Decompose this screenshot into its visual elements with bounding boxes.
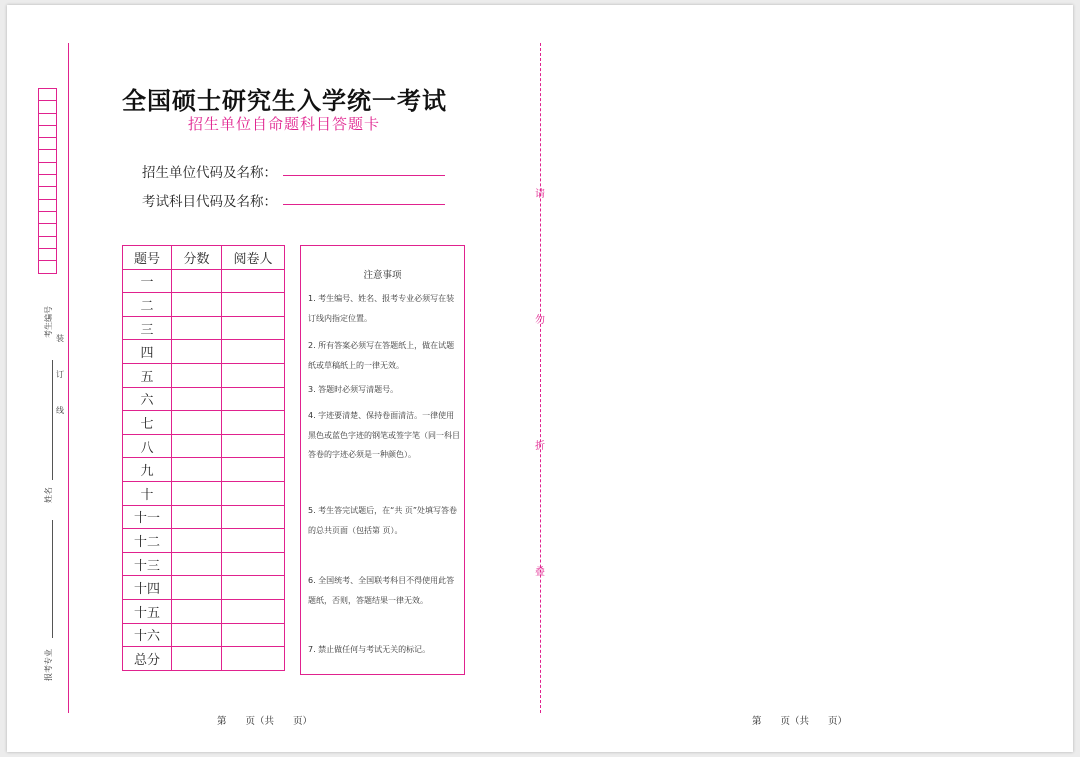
question-number-cell: 八 xyxy=(123,434,172,458)
score-cell[interactable] xyxy=(172,623,222,647)
fold-text-1: 请 xyxy=(535,189,545,200)
grader-cell[interactable] xyxy=(222,340,285,364)
score-cell[interactable] xyxy=(172,316,222,340)
score-cell[interactable] xyxy=(172,552,222,576)
candidate-number-boxes[interactable] xyxy=(38,88,57,274)
question-number-cell: 十二 xyxy=(123,529,172,553)
question-number-cell: 十四 xyxy=(123,576,172,600)
table-row xyxy=(123,387,285,411)
table-row xyxy=(123,529,285,553)
table-row xyxy=(123,269,285,293)
question-number-cell: 七 xyxy=(123,411,172,435)
score-cell[interactable] xyxy=(172,529,222,553)
table-row xyxy=(123,576,285,600)
grader-cell[interactable] xyxy=(222,599,285,623)
notice-item-2: 2. 所有答案必须写在答题纸上，做在试题纸或草稿纸上的一律无效。 xyxy=(308,341,455,370)
table-row xyxy=(123,505,285,529)
bind-char-3: 线 xyxy=(56,406,64,415)
score-cell[interactable] xyxy=(172,411,222,435)
subject-code-label: 考试科目代码及名称： xyxy=(142,194,277,210)
table-row xyxy=(123,623,285,647)
table-row xyxy=(123,340,285,364)
score-cell[interactable] xyxy=(172,269,222,293)
page-footer-right: 第 页（共 页） xyxy=(752,716,848,727)
fold-text-3: 折 xyxy=(535,441,545,452)
question-number-cell: 十五 xyxy=(123,599,172,623)
score-cell[interactable] xyxy=(172,458,222,482)
grader-cell[interactable] xyxy=(222,647,285,671)
col-header-score: 分数 xyxy=(172,246,222,270)
question-number-cell: 九 xyxy=(123,458,172,482)
grader-cell[interactable] xyxy=(222,269,285,293)
grader-cell[interactable] xyxy=(222,411,285,435)
table-row xyxy=(123,458,285,482)
subject-code-field[interactable] xyxy=(283,204,445,205)
question-number-cell: 三 xyxy=(123,316,172,340)
sheet-subtitle: 招生单位自命题科目答题卡 xyxy=(188,115,381,133)
fold-line xyxy=(540,43,541,713)
grader-cell[interactable] xyxy=(222,316,285,340)
question-number-cell: 五 xyxy=(123,363,172,387)
score-cell[interactable] xyxy=(172,387,222,411)
score-table xyxy=(122,245,285,671)
notice-item-6: 6. 全国统考、全国联考科目不得使用此答题纸，否则，答题结果一律无效。 xyxy=(308,576,455,605)
grader-cell[interactable] xyxy=(222,481,285,505)
table-row xyxy=(123,599,285,623)
grader-cell[interactable] xyxy=(222,505,285,529)
table-header-row xyxy=(123,246,285,270)
score-cell[interactable] xyxy=(172,576,222,600)
grader-cell[interactable] xyxy=(222,458,285,482)
fold-text-4: 叠 xyxy=(535,567,545,578)
score-cell[interactable] xyxy=(172,481,222,505)
table-row xyxy=(123,411,285,435)
name-label: 姓名 xyxy=(44,487,53,503)
question-number-cell: 二 xyxy=(123,293,172,317)
table-row xyxy=(123,647,285,671)
table-row xyxy=(123,363,285,387)
unit-code-field[interactable] xyxy=(283,175,445,176)
question-number-cell: 六 xyxy=(123,387,172,411)
answer-sheet xyxy=(7,5,1073,752)
col-header-grader: 阅卷人 xyxy=(222,246,285,270)
score-cell[interactable] xyxy=(172,647,222,671)
binding-line xyxy=(68,43,69,713)
score-cell[interactable] xyxy=(172,363,222,387)
score-cell[interactable] xyxy=(172,505,222,529)
table-row xyxy=(123,481,285,505)
bind-char-2: 订 xyxy=(56,370,64,379)
question-number-cell: 十 xyxy=(123,481,172,505)
table-row xyxy=(123,293,285,317)
grader-cell[interactable] xyxy=(222,576,285,600)
notice-title: 注意事项 xyxy=(363,270,402,281)
col-header-question: 题号 xyxy=(123,246,172,270)
grader-cell[interactable] xyxy=(222,363,285,387)
question-number-cell: 十六 xyxy=(123,623,172,647)
question-number-cell: 十三 xyxy=(123,552,172,576)
table-row xyxy=(123,316,285,340)
candidate-number-label: 考生编号 xyxy=(44,306,53,338)
bind-char-1: 装 xyxy=(56,334,64,343)
table-row xyxy=(123,552,285,576)
major-label: 报考专业 xyxy=(44,649,53,681)
major-write-line xyxy=(52,520,53,638)
score-cell[interactable] xyxy=(172,293,222,317)
name-write-line xyxy=(52,360,53,480)
exam-title: 全国硕士研究生入学统一考试 xyxy=(122,86,447,115)
grader-cell[interactable] xyxy=(222,434,285,458)
notice-item-4: 4. 字迹要清楚、保持卷面清洁。一律使用黑色或蓝色字迹的钢笔或签字笔（同一科目答卷的字迹必须是一种颜色）。 xyxy=(308,411,460,459)
notice-item-7: 7. 禁止做任何与考试无关的标记。 xyxy=(308,645,431,654)
question-number-cell: 一 xyxy=(123,269,172,293)
fold-text-2: 勿 xyxy=(535,315,545,326)
unit-code-label: 招生单位代码及名称： xyxy=(142,165,277,181)
grader-cell[interactable] xyxy=(222,552,285,576)
table-row xyxy=(123,434,285,458)
notice-item-3: 3. 答题时必须写清题号。 xyxy=(308,385,399,394)
notice-box xyxy=(300,245,465,675)
grader-cell[interactable] xyxy=(222,387,285,411)
score-cell[interactable] xyxy=(172,434,222,458)
question-number-cell: 十一 xyxy=(123,505,172,529)
page-footer-left: 第 页（共 页） xyxy=(217,716,313,727)
score-cell[interactable] xyxy=(172,599,222,623)
grader-cell[interactable] xyxy=(222,529,285,553)
question-number-cell: 总分 xyxy=(123,647,172,671)
grader-cell[interactable] xyxy=(222,293,285,317)
score-cell[interactable] xyxy=(172,340,222,364)
notice-item-5: 5. 考生答完试题后，在“共 页”处填写答卷的总共页面（包括第 页）。 xyxy=(308,506,458,535)
notice-item-1: 1. 考生编号、姓名、报考专业必须写在装订线内指定位置。 xyxy=(308,294,455,323)
grader-cell[interactable] xyxy=(222,623,285,647)
question-number-cell: 四 xyxy=(123,340,172,364)
